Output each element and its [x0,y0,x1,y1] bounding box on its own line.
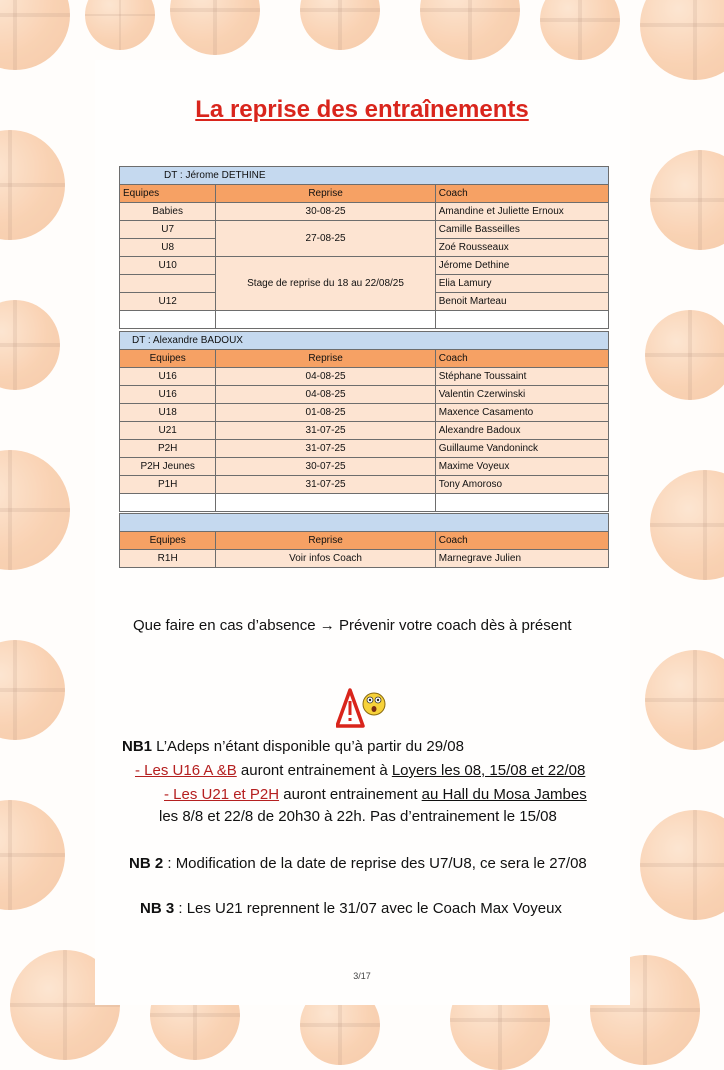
empty-row [120,494,609,512]
basketball-icon [0,450,70,570]
nb2-line [129,855,587,872]
basketball-icon [85,0,155,50]
coach-cell: Guillaume Vandoninck [435,440,608,458]
table-header [120,350,609,368]
coach-cell: Elia Lamury [435,275,608,293]
schedule-table-dethine [119,166,609,329]
team-cell: Babies [120,203,216,221]
nb3-line [140,900,562,917]
nb1-line3 [164,786,587,803]
team-cell: P2H Jeunes [120,458,216,476]
team-cell [120,275,216,293]
basketball-icon [0,800,65,910]
date-cell: 27-08-25 [216,221,435,257]
coach-cell: Maxime Voyeux [435,458,608,476]
team-cell: P2H [120,440,216,458]
date-cell: 31-07-25 [216,422,435,440]
warning-triangle-icon [336,688,388,730]
team-cell: U21 [120,422,216,440]
date-cell: 30-08-25 [216,203,435,221]
coach-cell: Amandine et Juliette Ernoux [435,203,608,221]
team-cell: U16 [120,386,216,404]
dt-row [120,332,609,350]
nb3-label: NB 3 [140,900,175,917]
team-cell: U16 [120,368,216,386]
nb1-u21: - Les U21 et P2H [164,786,280,803]
schedule-table-badoux [119,331,609,512]
table-header [120,185,609,203]
basketball-icon [0,300,60,390]
header-reprise: Reprise [216,350,435,368]
basketball-icon [300,0,380,50]
header-equipes: Equipes [120,532,216,550]
header-reprise: Reprise [216,185,435,203]
nb1-l3-mid: auront entrainement [279,786,422,803]
dt-row [120,167,609,185]
header-coach: Coach [435,532,608,550]
date-cell: Voir infos Coach [216,550,435,568]
table-row [120,422,609,440]
basketball-icon [640,810,724,920]
team-cell: U10 [120,257,216,275]
header-equipes: Equipes [120,350,216,368]
date-cell: 31-07-25 [216,476,435,494]
team-cell: U12 [120,293,216,311]
table-row [120,203,609,221]
date-cell: 31-07-25 [216,440,435,458]
coach-cell: Jérome Dethine [435,257,608,275]
dt-row [120,514,609,532]
nb1-line4: les 8/8 et 22/8 de 20h30 à 22h. Pas d’entrainement le 15/08 [159,808,557,825]
coach-cell: Marnegrave Julien [435,550,608,568]
table-row [120,476,609,494]
nb1-line1 [122,738,464,755]
basketball-icon [640,0,724,80]
table-row [120,386,609,404]
basketball-icon [540,0,620,60]
basketball-icon [650,470,724,580]
basketball-icon [645,310,724,400]
basketball-icon [0,640,65,740]
nb2-text: : Modification de la date de reprise des U7/U8, ce sera le 27/08 [163,855,587,872]
header-coach: Coach [435,350,608,368]
table-row [120,440,609,458]
table-row [120,458,609,476]
date-cell: 30-07-25 [216,458,435,476]
basketball-icon [645,650,724,750]
schedule-table-r1h [119,513,609,568]
team-cell: U18 [120,404,216,422]
header-reprise: Reprise [216,532,435,550]
absence-note: Que faire en cas d’absence → Prévenir votre coach dès à présent [133,617,572,634]
nb1-line2 [135,762,585,779]
coach-cell: Maxence Casamento [435,404,608,422]
header-coach: Coach [435,185,608,203]
coach-cell: Stéphane Toussaint [435,368,608,386]
basketball-icon [0,130,65,240]
nb1-loyers: Loyers les 08, 15/08 et 22/08 [391,762,586,779]
basketball-icon [650,150,724,250]
surprised-face-icon [363,693,385,715]
page-number: 3/17 [353,971,371,981]
team-cell: U7 [120,221,216,239]
basketball-icon [170,0,260,55]
stage-cell: Stage de reprise du 18 au 22/08/25 [216,257,435,311]
nb1-text: L’Adeps n’étant disponible qu’à partir du 29/08 [152,738,464,755]
table-row [120,221,609,239]
coach-cell: Alexandre Badoux [435,422,608,440]
nb3-text: : Les U21 reprennent le 31/07 avec le Coach Max Voyeux [174,900,562,917]
coach-cell: Tony Amoroso [435,476,608,494]
table-row [120,257,609,275]
coach-cell: Benoit Marteau [435,293,608,311]
table-header [120,532,609,550]
coach-cell: Valentin Czerwinski [435,386,608,404]
nb1-hall: au Hall du Mosa Jambes [421,786,587,803]
team-cell: P1H [120,476,216,494]
empty-row [120,311,609,329]
nb1-u16: - Les U16 A &B [135,762,237,779]
dt-name: DT : Alexandre BADOUX [120,332,609,350]
team-cell: R1H [120,550,216,568]
nb1-label: NB1 [122,738,153,755]
date-cell: 04-08-25 [216,386,435,404]
dt-name: DT : Jérome DETHINE [120,167,609,185]
nb2-label: NB 2 [129,855,164,872]
team-cell: U8 [120,239,216,257]
table-row [120,550,609,568]
header-equipes: Equipes [120,185,216,203]
basketball-icon [0,0,70,70]
coach-cell: Camille Basseilles [435,221,608,239]
coach-cell: Zoé Rousseaux [435,239,608,257]
date-cell: 04-08-25 [216,368,435,386]
date-cell: 01-08-25 [216,404,435,422]
basketball-icon [420,0,520,60]
table-row [120,404,609,422]
table-row [120,368,609,386]
nb1-l2-mid: auront entrainement à [236,762,392,779]
page-title: La reprise des entraînements [195,96,529,123]
